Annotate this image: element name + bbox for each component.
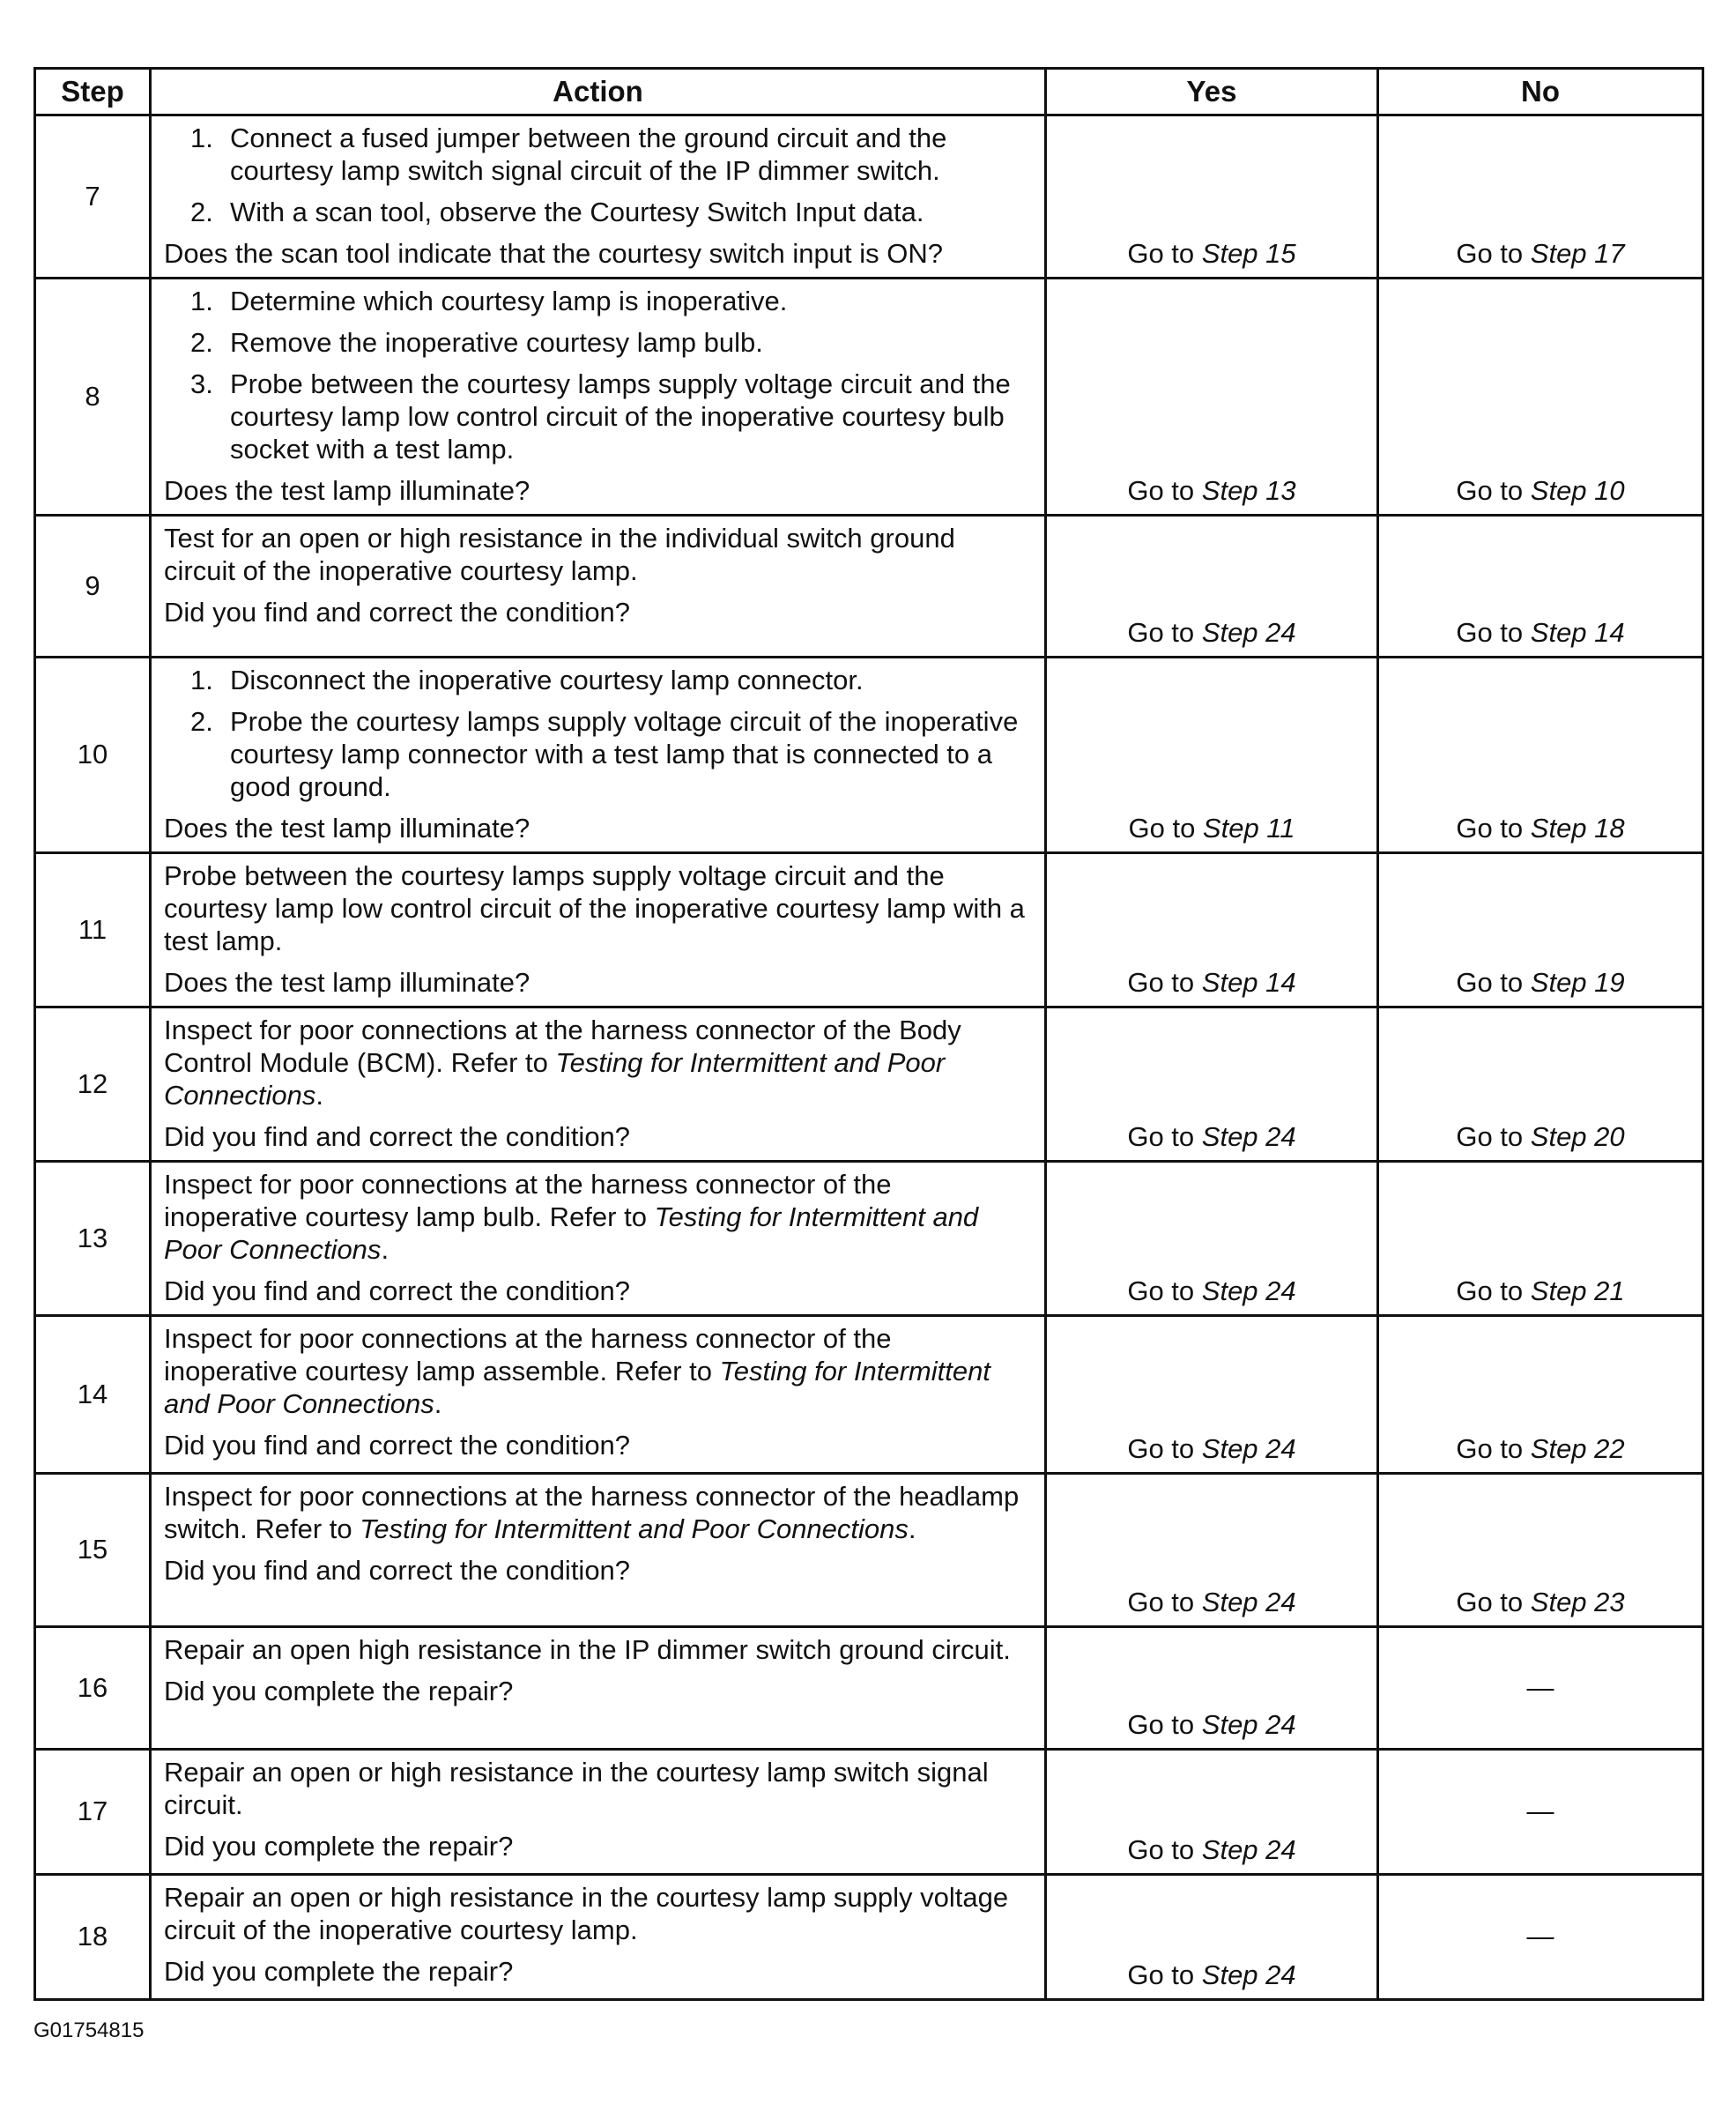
action-cell bbox=[151, 115, 1046, 279]
no-cell bbox=[1378, 1316, 1703, 1474]
text-segment: Inspect for poor connections at the harness connector of the Body Control Module (BCM). Refer to bbox=[164, 1015, 961, 1078]
text-segment: . bbox=[381, 1234, 389, 1265]
yes-cell bbox=[1046, 1627, 1378, 1750]
table-row bbox=[35, 1474, 1703, 1627]
text-segment: Repair an open or high resistance in the courtesy lamp supply voltage circuit of the inoperative courtesy lamp. bbox=[164, 1882, 1009, 1945]
step-number: 17 bbox=[35, 1750, 151, 1875]
goto-prefix: Go to bbox=[1456, 1587, 1531, 1617]
table-row bbox=[35, 1007, 1703, 1162]
action-question: Did you find and correct the condition? bbox=[164, 1121, 631, 1152]
action-text bbox=[164, 859, 1032, 957]
action-step-number: 2. bbox=[190, 327, 213, 358]
step-number: 13 bbox=[35, 1162, 151, 1316]
yes-cell bbox=[1046, 1474, 1378, 1627]
goto-prefix: Go to bbox=[1127, 1587, 1202, 1617]
goto-prefix: Go to bbox=[1127, 1709, 1202, 1740]
yes-cell bbox=[1046, 279, 1378, 516]
yes-cell bbox=[1046, 115, 1378, 279]
action-step-text bbox=[230, 327, 763, 358]
step-number: 14 bbox=[35, 1316, 151, 1474]
goto-step-link: Step 24 bbox=[1201, 1959, 1296, 1990]
reference-link-text: Testing for Intermittent and Poor Connections bbox=[164, 1201, 979, 1265]
goto-prefix: Go to bbox=[1456, 1275, 1531, 1306]
action-question: Did you find and correct the condition? bbox=[164, 1555, 631, 1586]
action-step-list bbox=[164, 285, 1032, 465]
text-segment: Inspect for poor connections at the harness connector of the inoperative courtesy lamp assemble. Refer to bbox=[164, 1323, 892, 1387]
no-cell bbox=[1378, 658, 1703, 853]
table-row bbox=[35, 1750, 1703, 1875]
goto-prefix: Go to bbox=[1456, 967, 1531, 998]
text-segment: Repair an open high resistance in the IP dimmer switch ground circuit. bbox=[164, 1634, 1011, 1665]
goto-step-link: Step 11 bbox=[1202, 813, 1295, 844]
action-step-list bbox=[164, 664, 1032, 803]
no-cell bbox=[1378, 853, 1703, 1007]
header-yes: Yes bbox=[1046, 69, 1378, 115]
text-segment: With a scan tool, observe the Courtesy Switch Input data. bbox=[230, 197, 924, 227]
header-no: No bbox=[1378, 69, 1703, 115]
text-segment: Inspect for poor connections at the harness connector of the headlamp switch. Refer to bbox=[164, 1481, 1020, 1544]
yes-cell bbox=[1046, 658, 1378, 853]
table-row bbox=[35, 1875, 1703, 2000]
goto-step-link: Step 17 bbox=[1530, 238, 1625, 269]
action-step-number: 2. bbox=[190, 706, 213, 737]
goto-prefix: Go to bbox=[1456, 813, 1531, 844]
goto-prefix: Go to bbox=[1127, 967, 1202, 998]
no-cell bbox=[1378, 115, 1703, 279]
goto-step-link: Step 13 bbox=[1201, 475, 1296, 506]
goto-prefix: Go to bbox=[1127, 1433, 1202, 1464]
action-question: Did you find and correct the condition? bbox=[164, 597, 631, 628]
action-question: Did you find and correct the condition? bbox=[164, 1430, 631, 1461]
table-header-row bbox=[35, 69, 1703, 115]
goto-step-link: Step 18 bbox=[1530, 813, 1625, 844]
goto-step-link: Step 20 bbox=[1530, 1121, 1625, 1152]
goto-step-link: Step 24 bbox=[1201, 617, 1296, 648]
reference-link-text: Testing for Intermittent and Poor Connections bbox=[164, 1356, 990, 1419]
action-step-text bbox=[230, 197, 924, 227]
no-cell bbox=[1378, 1875, 1703, 2000]
goto-step-link: Step 14 bbox=[1530, 617, 1625, 648]
goto-prefix: Go to bbox=[1456, 475, 1531, 506]
goto-step-link: Step 24 bbox=[1201, 1433, 1296, 1464]
text-segment: . bbox=[434, 1388, 442, 1419]
goto-step-link: Step 23 bbox=[1530, 1587, 1625, 1617]
no-cell bbox=[1378, 279, 1703, 516]
action-question: Does the test lamp illuminate? bbox=[164, 475, 530, 506]
no-cell bbox=[1378, 516, 1703, 658]
action-cell bbox=[151, 853, 1046, 1007]
action-step-text bbox=[230, 286, 787, 316]
action-step-text bbox=[230, 665, 864, 695]
no-action-dash: — bbox=[1526, 1795, 1554, 1826]
header-action: Action bbox=[151, 69, 1046, 115]
text-segment: Determine which courtesy lamp is inoperative. bbox=[230, 286, 788, 316]
no-cell bbox=[1378, 1627, 1703, 1750]
action-cell bbox=[151, 1007, 1046, 1162]
yes-cell bbox=[1046, 1875, 1378, 2000]
action-cell bbox=[151, 1875, 1046, 2000]
text-segment: . bbox=[315, 1080, 323, 1111]
step-number: 10 bbox=[35, 658, 151, 853]
action-text bbox=[164, 1014, 1032, 1111]
goto-step-link: Step 14 bbox=[1201, 967, 1296, 998]
table-row bbox=[35, 1316, 1703, 1474]
table-row bbox=[35, 279, 1703, 516]
reference-link-text: Testing for Intermittent and Poor Connections bbox=[164, 1047, 946, 1111]
action-cell bbox=[151, 279, 1046, 516]
table-row bbox=[35, 1162, 1703, 1316]
figure-id: G01754815 bbox=[33, 2019, 145, 2042]
yes-cell bbox=[1046, 1162, 1378, 1316]
diagnostic-table bbox=[33, 67, 1704, 2001]
action-text bbox=[164, 1633, 1032, 1666]
text-segment: Probe the courtesy lamps supply voltage circuit of the inoperative courtesy lamp connector with a test lamp that is connected to a good ground. bbox=[230, 706, 1019, 802]
action-step-number: 1. bbox=[190, 123, 213, 153]
action-step bbox=[164, 196, 1032, 228]
text-segment: Remove the inoperative courtesy lamp bulb. bbox=[230, 327, 763, 358]
action-question: Did you find and correct the condition? bbox=[164, 1275, 631, 1306]
action-cell bbox=[151, 1750, 1046, 1875]
goto-step-link: Step 15 bbox=[1201, 238, 1296, 269]
action-cell bbox=[151, 1162, 1046, 1316]
no-cell bbox=[1378, 1162, 1703, 1316]
table-body bbox=[35, 115, 1703, 2000]
no-action-dash: — bbox=[1526, 1671, 1554, 1703]
goto-prefix: Go to bbox=[1456, 1433, 1531, 1464]
goto-step-link: Step 22 bbox=[1530, 1433, 1625, 1464]
yes-cell bbox=[1046, 853, 1378, 1007]
action-text bbox=[164, 1881, 1032, 1946]
action-question: Does the test lamp illuminate? bbox=[164, 967, 530, 998]
reference-link-text: Testing for Intermittent and Poor Connections bbox=[360, 1513, 909, 1544]
yes-cell bbox=[1046, 1750, 1378, 1875]
action-question: Did you complete the repair? bbox=[164, 1676, 514, 1706]
text-segment: Repair an open or high resistance in the courtesy lamp switch signal circuit. bbox=[164, 1757, 989, 1820]
action-step bbox=[164, 122, 1032, 187]
action-question: Does the scan tool indicate that the courtesy switch input is ON? bbox=[164, 238, 943, 269]
table-row bbox=[35, 658, 1703, 853]
goto-prefix: Go to bbox=[1127, 238, 1202, 269]
yes-cell bbox=[1046, 1316, 1378, 1474]
goto-step-link: Step 24 bbox=[1201, 1587, 1296, 1617]
no-cell bbox=[1378, 1007, 1703, 1162]
action-cell bbox=[151, 658, 1046, 853]
action-text bbox=[164, 1756, 1032, 1821]
action-step-number: 1. bbox=[190, 286, 213, 316]
text-segment: . bbox=[908, 1513, 916, 1544]
step-number: 7 bbox=[35, 115, 151, 279]
action-cell bbox=[151, 1474, 1046, 1627]
action-step bbox=[164, 705, 1032, 803]
action-text bbox=[164, 1322, 1032, 1420]
action-question: Did you complete the repair? bbox=[164, 1831, 514, 1862]
action-text bbox=[164, 1168, 1032, 1266]
action-cell bbox=[151, 1627, 1046, 1750]
action-step bbox=[164, 326, 1032, 359]
goto-step-link: Step 10 bbox=[1530, 475, 1625, 506]
action-step-text bbox=[230, 368, 1011, 465]
goto-prefix: Go to bbox=[1127, 1834, 1202, 1865]
goto-step-link: Step 24 bbox=[1201, 1709, 1296, 1740]
text-segment: Probe between the courtesy lamps supply voltage circuit and the courtesy lamp low control circuit of the inoperative courtesy bulb socket with a test lamp. bbox=[230, 368, 1011, 465]
action-step-list bbox=[164, 122, 1032, 228]
action-step-text bbox=[230, 123, 946, 186]
table-row bbox=[35, 853, 1703, 1007]
header-step: Step bbox=[35, 69, 151, 115]
goto-prefix: Go to bbox=[1127, 1959, 1202, 1990]
goto-step-link: Step 24 bbox=[1201, 1834, 1296, 1865]
step-number: 15 bbox=[35, 1474, 151, 1627]
action-step-number: 1. bbox=[190, 665, 213, 695]
action-text bbox=[164, 1480, 1032, 1545]
action-cell bbox=[151, 516, 1046, 658]
action-cell bbox=[151, 1316, 1046, 1474]
goto-step-link: Step 21 bbox=[1530, 1275, 1625, 1306]
step-number: 9 bbox=[35, 516, 151, 658]
action-step bbox=[164, 368, 1032, 465]
goto-prefix: Go to bbox=[1456, 238, 1531, 269]
goto-step-link: Step 24 bbox=[1201, 1121, 1296, 1152]
text-segment: Probe between the courtesy lamps supply voltage circuit and the courtesy lamp low control circuit of the inoperative courtesy lamp with a test lamp. bbox=[164, 860, 1025, 956]
no-cell bbox=[1378, 1750, 1703, 1875]
table-row bbox=[35, 115, 1703, 279]
no-cell bbox=[1378, 1474, 1703, 1627]
goto-step-link: Step 19 bbox=[1530, 967, 1625, 998]
goto-prefix: Go to bbox=[1456, 1121, 1531, 1152]
action-step bbox=[164, 285, 1032, 317]
action-text bbox=[164, 522, 1032, 587]
table-row bbox=[35, 1627, 1703, 1750]
step-number: 11 bbox=[35, 853, 151, 1007]
goto-prefix: Go to bbox=[1127, 1275, 1202, 1306]
step-number: 12 bbox=[35, 1007, 151, 1162]
text-segment: Disconnect the inoperative courtesy lamp connector. bbox=[230, 665, 864, 695]
action-question: Did you complete the repair? bbox=[164, 1956, 514, 1987]
goto-prefix: Go to bbox=[1127, 617, 1202, 648]
text-segment: Connect a fused jumper between the ground circuit and the courtesy lamp switch signal circuit of the IP dimmer switch. bbox=[230, 123, 947, 186]
no-action-dash: — bbox=[1526, 1921, 1554, 1952]
yes-cell bbox=[1046, 516, 1378, 658]
goto-prefix: Go to bbox=[1127, 475, 1202, 506]
action-step-number: 3. bbox=[190, 368, 213, 399]
text-segment: Inspect for poor connections at the harness connector of the inoperative courtesy lamp bulb. Refer to bbox=[164, 1169, 892, 1232]
step-number: 18 bbox=[35, 1875, 151, 2000]
text-segment: Test for an open or high resistance in the individual switch ground circuit of the inoperative courtesy lamp. bbox=[164, 523, 955, 586]
yes-cell bbox=[1046, 1007, 1378, 1162]
action-step-number: 2. bbox=[190, 197, 213, 227]
goto-prefix: Go to bbox=[1456, 617, 1531, 648]
table-row bbox=[35, 516, 1703, 658]
action-step bbox=[164, 664, 1032, 696]
step-number: 8 bbox=[35, 279, 151, 516]
action-question: Does the test lamp illuminate? bbox=[164, 813, 530, 844]
action-step-text bbox=[230, 706, 1018, 802]
goto-prefix: Go to bbox=[1127, 1121, 1202, 1152]
goto-prefix: Go to bbox=[1128, 813, 1203, 844]
goto-step-link: Step 24 bbox=[1201, 1275, 1296, 1306]
step-number: 16 bbox=[35, 1627, 151, 1750]
